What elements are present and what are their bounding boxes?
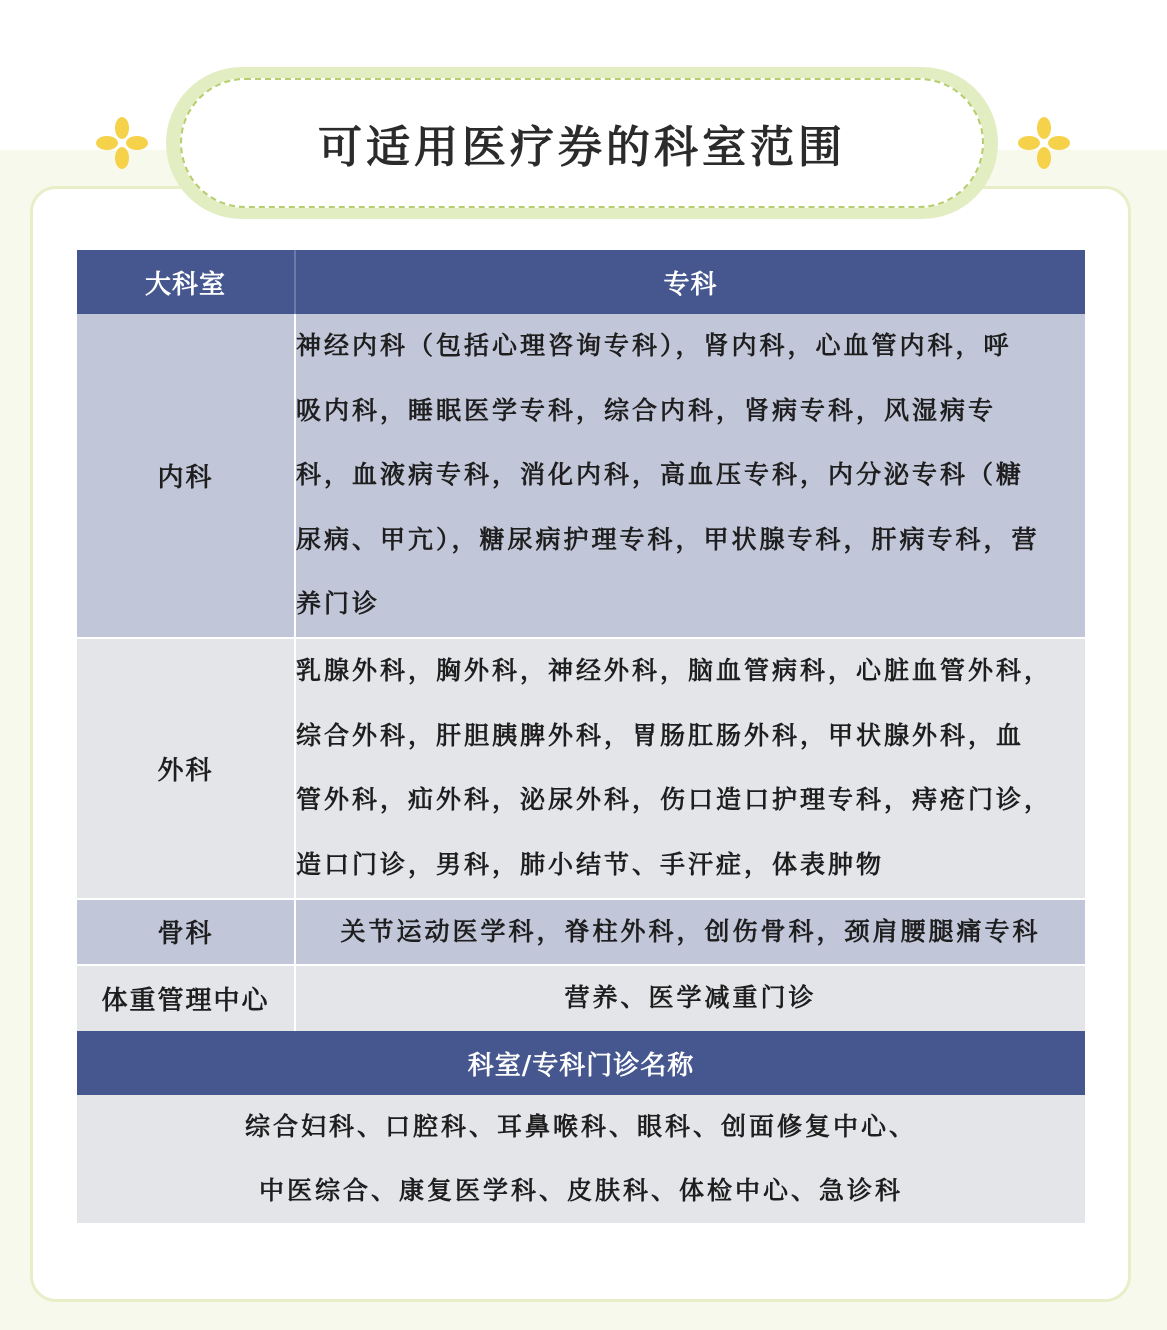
specialty-line: 科，血液病专科，消化内科，高血压专科，内分泌专科（糖 <box>296 460 1025 489</box>
table-row <box>77 899 1085 966</box>
specialty-line: 管外科，疝外科，泌尿外科，伤口造口护理专科，痔疮门诊， <box>296 785 1053 814</box>
header-specialty: 专科 <box>295 250 1085 314</box>
specialty-line: 综合外科，肝胆胰脾外科，胃肠肛肠外科，甲状腺外科，血 <box>296 720 1025 750</box>
specialty-line: 吸内科，睡眠医学专科，综合内科，肾病专科，风湿病专 <box>296 395 997 425</box>
specialty-cell <box>295 638 1085 899</box>
specialty-line: 养门诊 <box>296 589 381 618</box>
table-subheader-row <box>77 1031 1085 1095</box>
category-cell: 内科 <box>77 314 295 638</box>
clinic-names-line: 综合妇科、口腔科、耳鼻喉科、眼科、创面修复中心、 <box>244 1112 917 1141</box>
clinic-names-cell <box>77 1095 1085 1223</box>
specialty-cell <box>295 965 1085 1031</box>
category-cell: 外科 <box>77 638 295 899</box>
specialty-cell <box>295 899 1085 966</box>
table-row <box>77 965 1085 1031</box>
header-clinic-names: 科室/专科门诊名称 <box>77 1031 1085 1095</box>
flower-decoration-icon <box>1014 113 1074 173</box>
table-row <box>77 1095 1085 1223</box>
table-row <box>77 638 1085 899</box>
table-row <box>77 314 1085 638</box>
flower-decoration-icon <box>92 113 152 173</box>
specialty-line: 尿病、甲亢），糖尿病护理专科，甲状腺专科，肝病专科，营 <box>296 524 1040 554</box>
header-major-department: 大科室 <box>77 250 295 314</box>
specialty-line: 乳腺外科，胸外科，神经外科，脑血管病科，心脏血管外科， <box>296 656 1053 685</box>
title-banner-inner <box>180 78 984 208</box>
category-cell: 体重管理中心 <box>77 965 295 1031</box>
specialty-line: 关节运动医学科，脊柱外科，创伤骨科，颈肩腰腿痛专科 <box>340 916 1041 946</box>
specialty-cell <box>295 314 1085 638</box>
specialty-line: 造口门诊，男科，肺小结节、手汗症，体表肿物 <box>296 849 885 879</box>
page-title: 可适用医疗券的科室范围 <box>318 122 846 173</box>
category-cell: 骨科 <box>77 899 295 966</box>
table-header-row <box>77 250 1085 314</box>
department-table <box>77 250 1085 1223</box>
specialty-line: 营养、医学减重门诊 <box>564 983 817 1013</box>
specialty-line: 神经内科（包括心理咨询专科），肾内科，心血管内科，呼 <box>296 331 1012 360</box>
clinic-names-line: 中医综合、康复医学科、皮肤科、体检中心、急诊科 <box>258 1176 903 1205</box>
